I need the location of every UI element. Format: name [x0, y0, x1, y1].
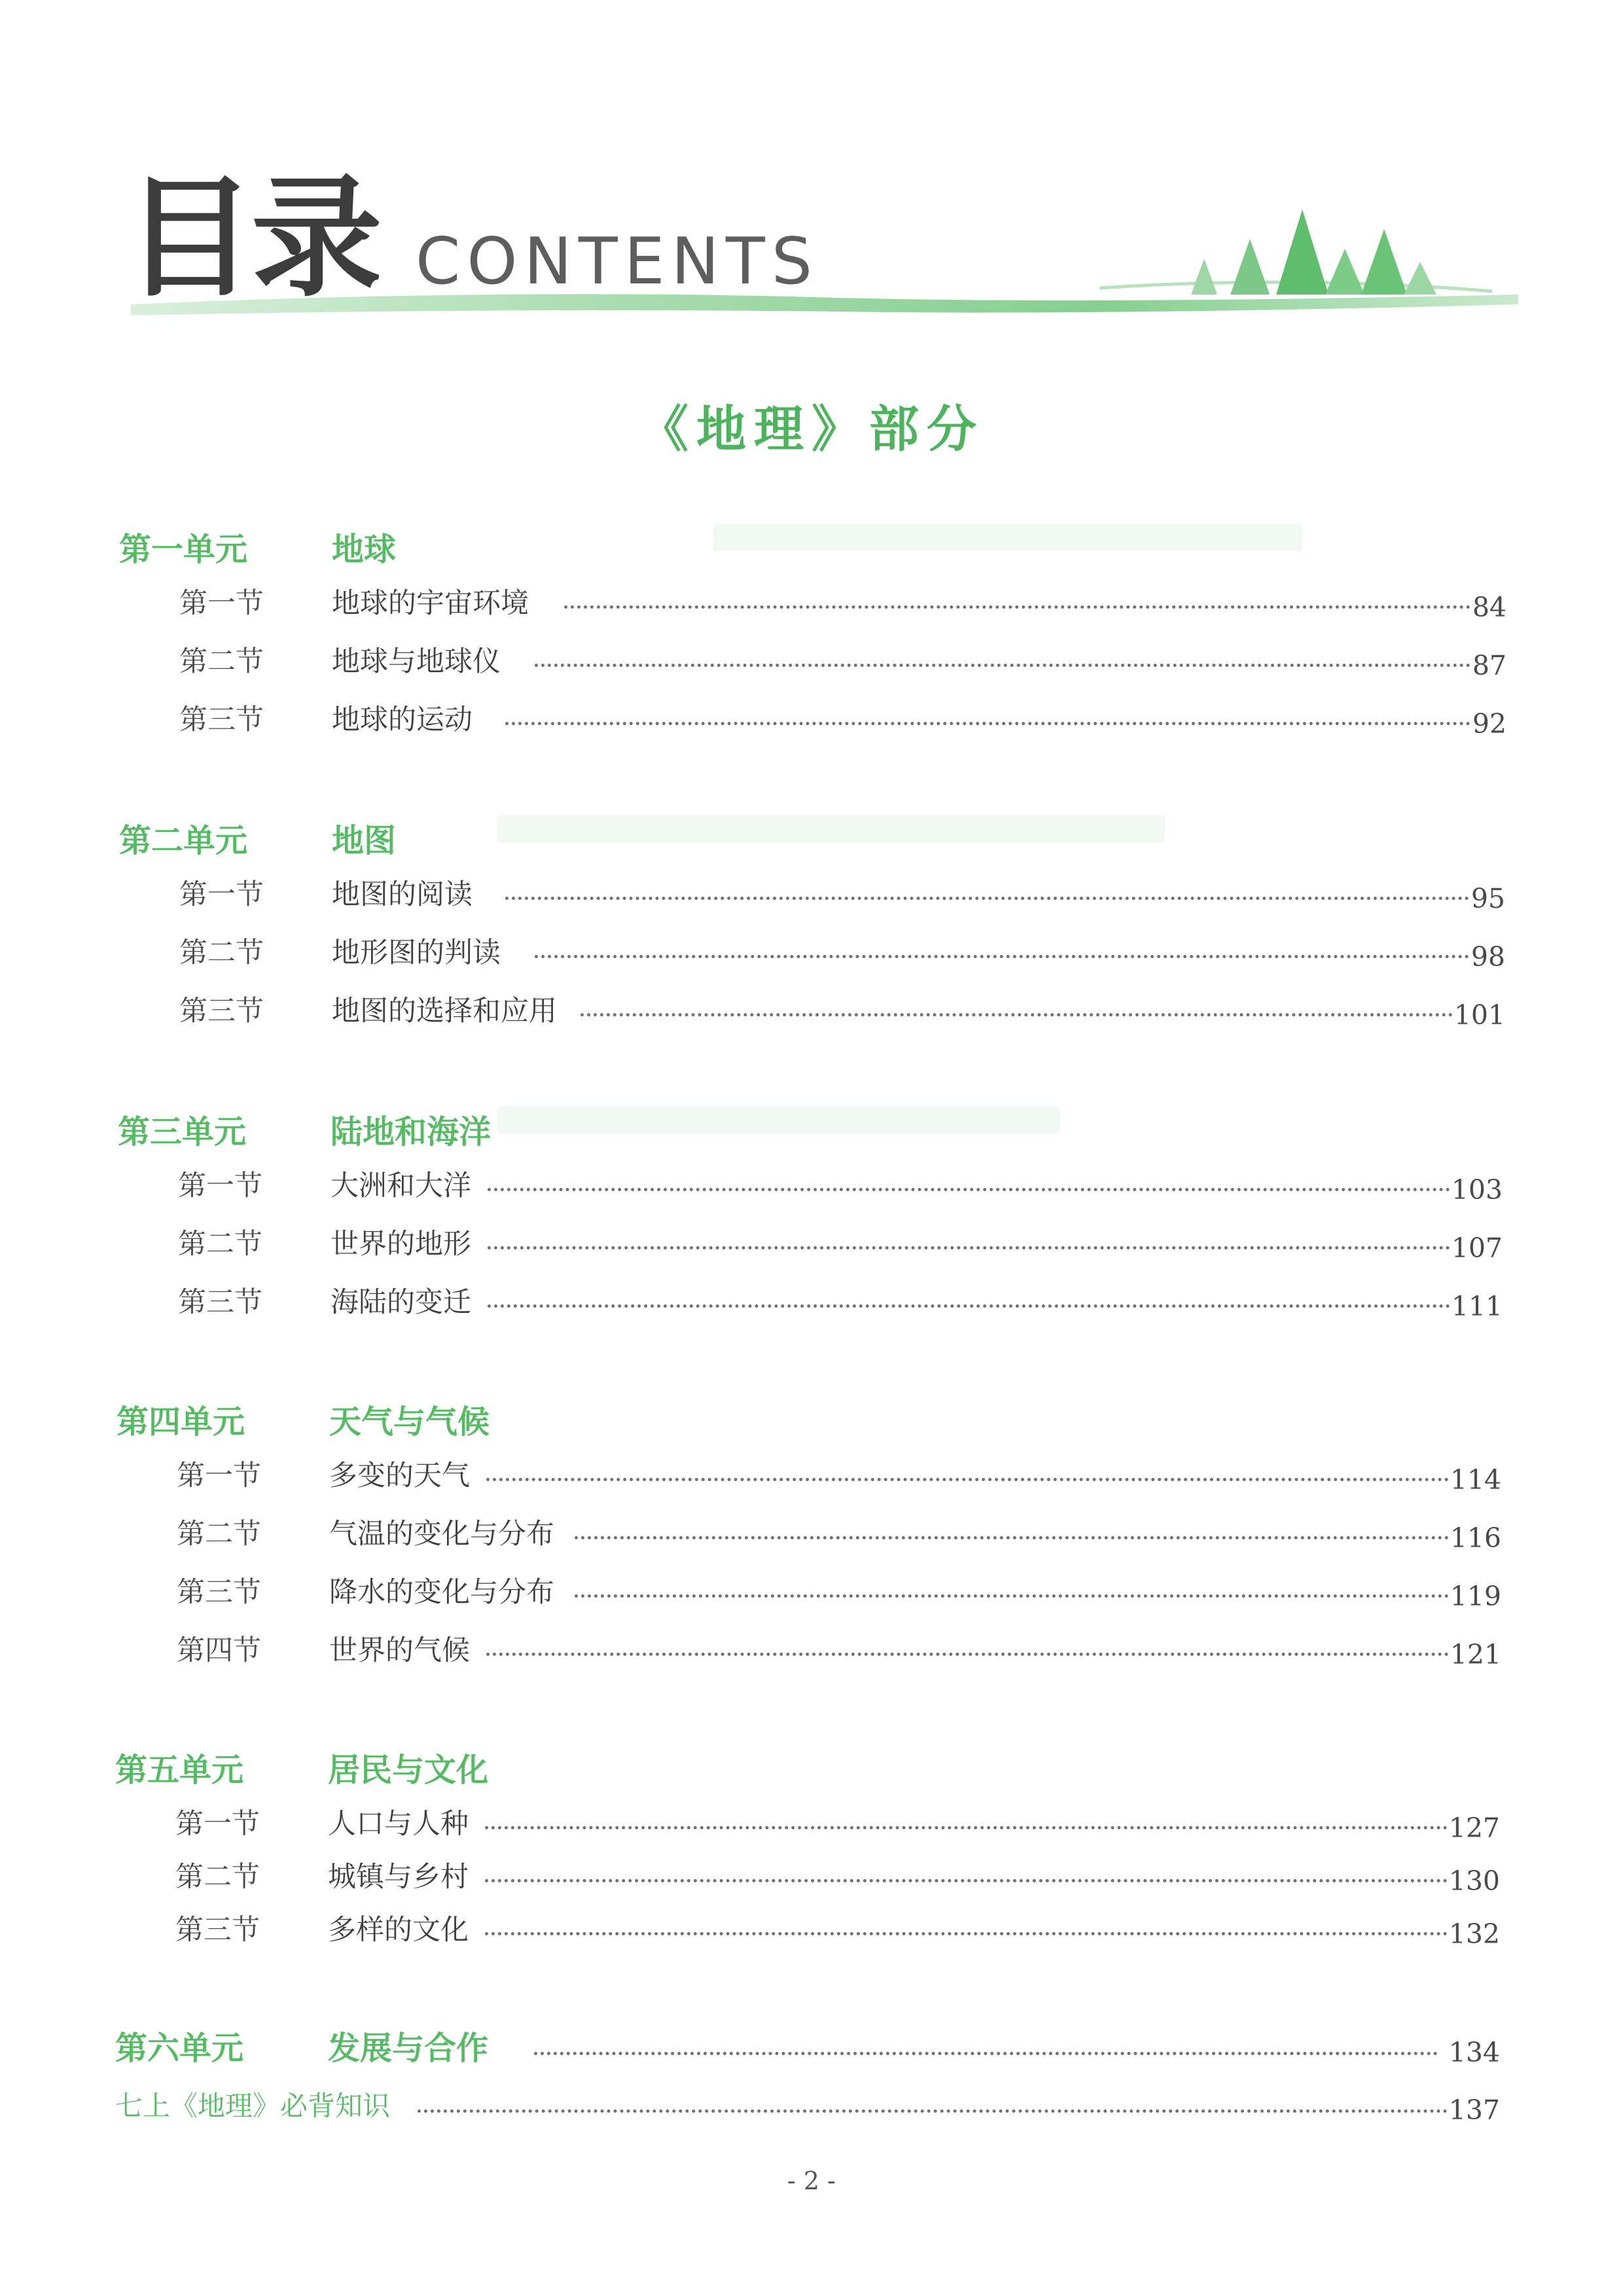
- toc-entry[interactable]: [115, 1907, 1500, 1960]
- toc-entry[interactable]: [116, 1628, 1501, 1686]
- section-title: 地球与地球仪: [332, 645, 501, 678]
- toc-entry[interactable]: [115, 1854, 1500, 1907]
- leader-dots: [488, 1188, 1450, 1191]
- section-number: 第二节: [178, 1228, 262, 1261]
- page-number: 111: [1451, 1291, 1503, 1322]
- leader-dots: [488, 1246, 1450, 1249]
- page-number: 134: [1448, 2037, 1500, 2068]
- section-title: 城镇与乡村: [328, 1861, 469, 1893]
- page-footer-number: - 2 -: [787, 2166, 836, 2195]
- page-number: 95: [1471, 883, 1505, 914]
- toc-entry[interactable]: [116, 1453, 1501, 1511]
- section-title: 地形图的判读: [332, 937, 501, 969]
- section-title: 世界的地形: [330, 1228, 471, 1261]
- toc-entry[interactable]: [115, 1801, 1500, 1854]
- toc-entry[interactable]: [119, 639, 1507, 697]
- toc-entry-unit6[interactable]: [115, 2026, 1500, 2078]
- section-title: 多样的文化: [328, 1914, 469, 1946]
- section-title: 世界的气候: [329, 1634, 470, 1667]
- part-title: 《地理》部分: [639, 400, 984, 458]
- section-number: 第三节: [179, 704, 264, 736]
- leader-dots: [485, 1932, 1448, 1935]
- toc-entry[interactable]: [116, 1511, 1501, 1570]
- unit-block: [115, 1748, 1500, 1960]
- section-number: 第三节: [178, 1286, 262, 1319]
- page-number: 127: [1448, 1812, 1500, 1844]
- page-number: 114: [1450, 1464, 1501, 1496]
- toc-entry[interactable]: [119, 988, 1505, 1047]
- leader-dots: [486, 1653, 1449, 1656]
- section-number: 第三节: [177, 1576, 261, 1609]
- leader-dots: [534, 2052, 1438, 2055]
- section-number: 第二节: [179, 937, 264, 969]
- unit-label: 第一单元: [119, 531, 248, 568]
- section-number: 第一节: [179, 878, 264, 911]
- section-number: 第一节: [179, 587, 264, 620]
- toc-entry[interactable]: [116, 1570, 1501, 1628]
- unit-label: 第四单元: [116, 1403, 245, 1441]
- unit-name: 地图: [332, 822, 397, 859]
- section-number: 第三节: [179, 995, 264, 1028]
- section-title: 气温的变化与分布: [329, 1518, 554, 1551]
- toc-entry[interactable]: [119, 872, 1505, 930]
- section-title: 海陆的变迁: [330, 1286, 471, 1319]
- page-number: 87: [1472, 650, 1507, 681]
- section-title: 大洲和大洋: [330, 1170, 471, 1202]
- unit-heading: [119, 818, 1505, 872]
- unit-block: [116, 1399, 1501, 1686]
- leader-dots: [486, 1478, 1449, 1481]
- unit-label: 第三单元: [118, 1113, 247, 1151]
- toc-entry-appendix[interactable]: [115, 2083, 1500, 2133]
- section-title: 降水的变化与分布: [329, 1576, 554, 1609]
- page-number: 84: [1472, 592, 1507, 623]
- leader-dots: [580, 1013, 1453, 1016]
- unit-heading: [115, 1748, 1500, 1801]
- section-number: 第一节: [177, 1460, 261, 1492]
- section-number: 第一节: [178, 1170, 262, 1202]
- leader-dots: [485, 1826, 1448, 1829]
- page-number: 92: [1472, 708, 1507, 740]
- contents-header: [118, 164, 1518, 334]
- contents-title-english: CONTENTS: [416, 224, 819, 299]
- page-number: 137: [1448, 2094, 1500, 2126]
- leader-dots: [505, 722, 1471, 725]
- unit-label: 第六单元: [115, 2030, 244, 2067]
- page-number: 119: [1450, 1581, 1501, 1612]
- unit-name: 陆地和海洋: [330, 1113, 491, 1151]
- section-title: 人口与人种: [328, 1808, 469, 1840]
- unit-name: 发展与合作: [328, 2030, 489, 2067]
- section-title: 地图的选择和应用: [332, 995, 557, 1028]
- unit-label: 第五单元: [115, 1751, 244, 1789]
- section-number: 第二节: [177, 1518, 261, 1551]
- section-number: 第三节: [175, 1914, 260, 1946]
- leader-dots: [418, 2109, 1448, 2113]
- unit-name: 居民与文化: [328, 1751, 489, 1789]
- leader-dots: [505, 897, 1469, 900]
- leader-dots: [535, 955, 1469, 958]
- toc-entry[interactable]: [118, 1163, 1503, 1221]
- toc-entry[interactable]: [118, 1221, 1503, 1280]
- unit-heading: [116, 1399, 1501, 1453]
- leader-dots: [488, 1304, 1450, 1308]
- toc-entry[interactable]: [119, 697, 1507, 755]
- unit-name: 天气与气候: [329, 1403, 490, 1441]
- toc-entry[interactable]: [118, 1280, 1503, 1338]
- leader-dots: [535, 664, 1471, 667]
- leader-dots: [575, 1536, 1449, 1539]
- page-number: 107: [1451, 1232, 1503, 1264]
- section-number: 第二节: [175, 1861, 260, 1893]
- unit-block: [118, 1109, 1503, 1338]
- toc-entry[interactable]: [119, 581, 1507, 639]
- section-title: 地球的宇宙环境: [332, 587, 529, 620]
- page-number: 103: [1451, 1174, 1503, 1206]
- page-number: 98: [1471, 941, 1505, 973]
- section-title: 地图的阅读: [332, 878, 473, 911]
- page-number: 121: [1450, 1639, 1501, 1670]
- unit-name: 地球: [332, 531, 397, 568]
- page-number: 116: [1450, 1522, 1501, 1554]
- leader-dots: [575, 1594, 1449, 1598]
- section-number: 第一节: [175, 1808, 260, 1840]
- unit-label: 第二单元: [119, 822, 248, 859]
- appendix-title: 七上《地理》必背知识: [115, 2090, 391, 2122]
- unit-block: [119, 527, 1507, 755]
- leader-dots: [564, 605, 1471, 609]
- unit-heading: [119, 527, 1507, 581]
- unit-block: [119, 818, 1505, 1047]
- section-title: 地球的运动: [332, 704, 473, 736]
- page-number: 130: [1448, 1865, 1500, 1897]
- section-number: 第二节: [179, 645, 264, 678]
- section-title: 多变的天气: [329, 1460, 470, 1492]
- leader-dots: [485, 1879, 1448, 1882]
- section-number: 第四节: [177, 1634, 261, 1667]
- page-number: 132: [1448, 1918, 1500, 1950]
- toc-entry[interactable]: [119, 930, 1505, 988]
- contents-title: 目录: [124, 162, 379, 315]
- page-number: 101: [1454, 999, 1505, 1031]
- unit-heading: [118, 1109, 1503, 1163]
